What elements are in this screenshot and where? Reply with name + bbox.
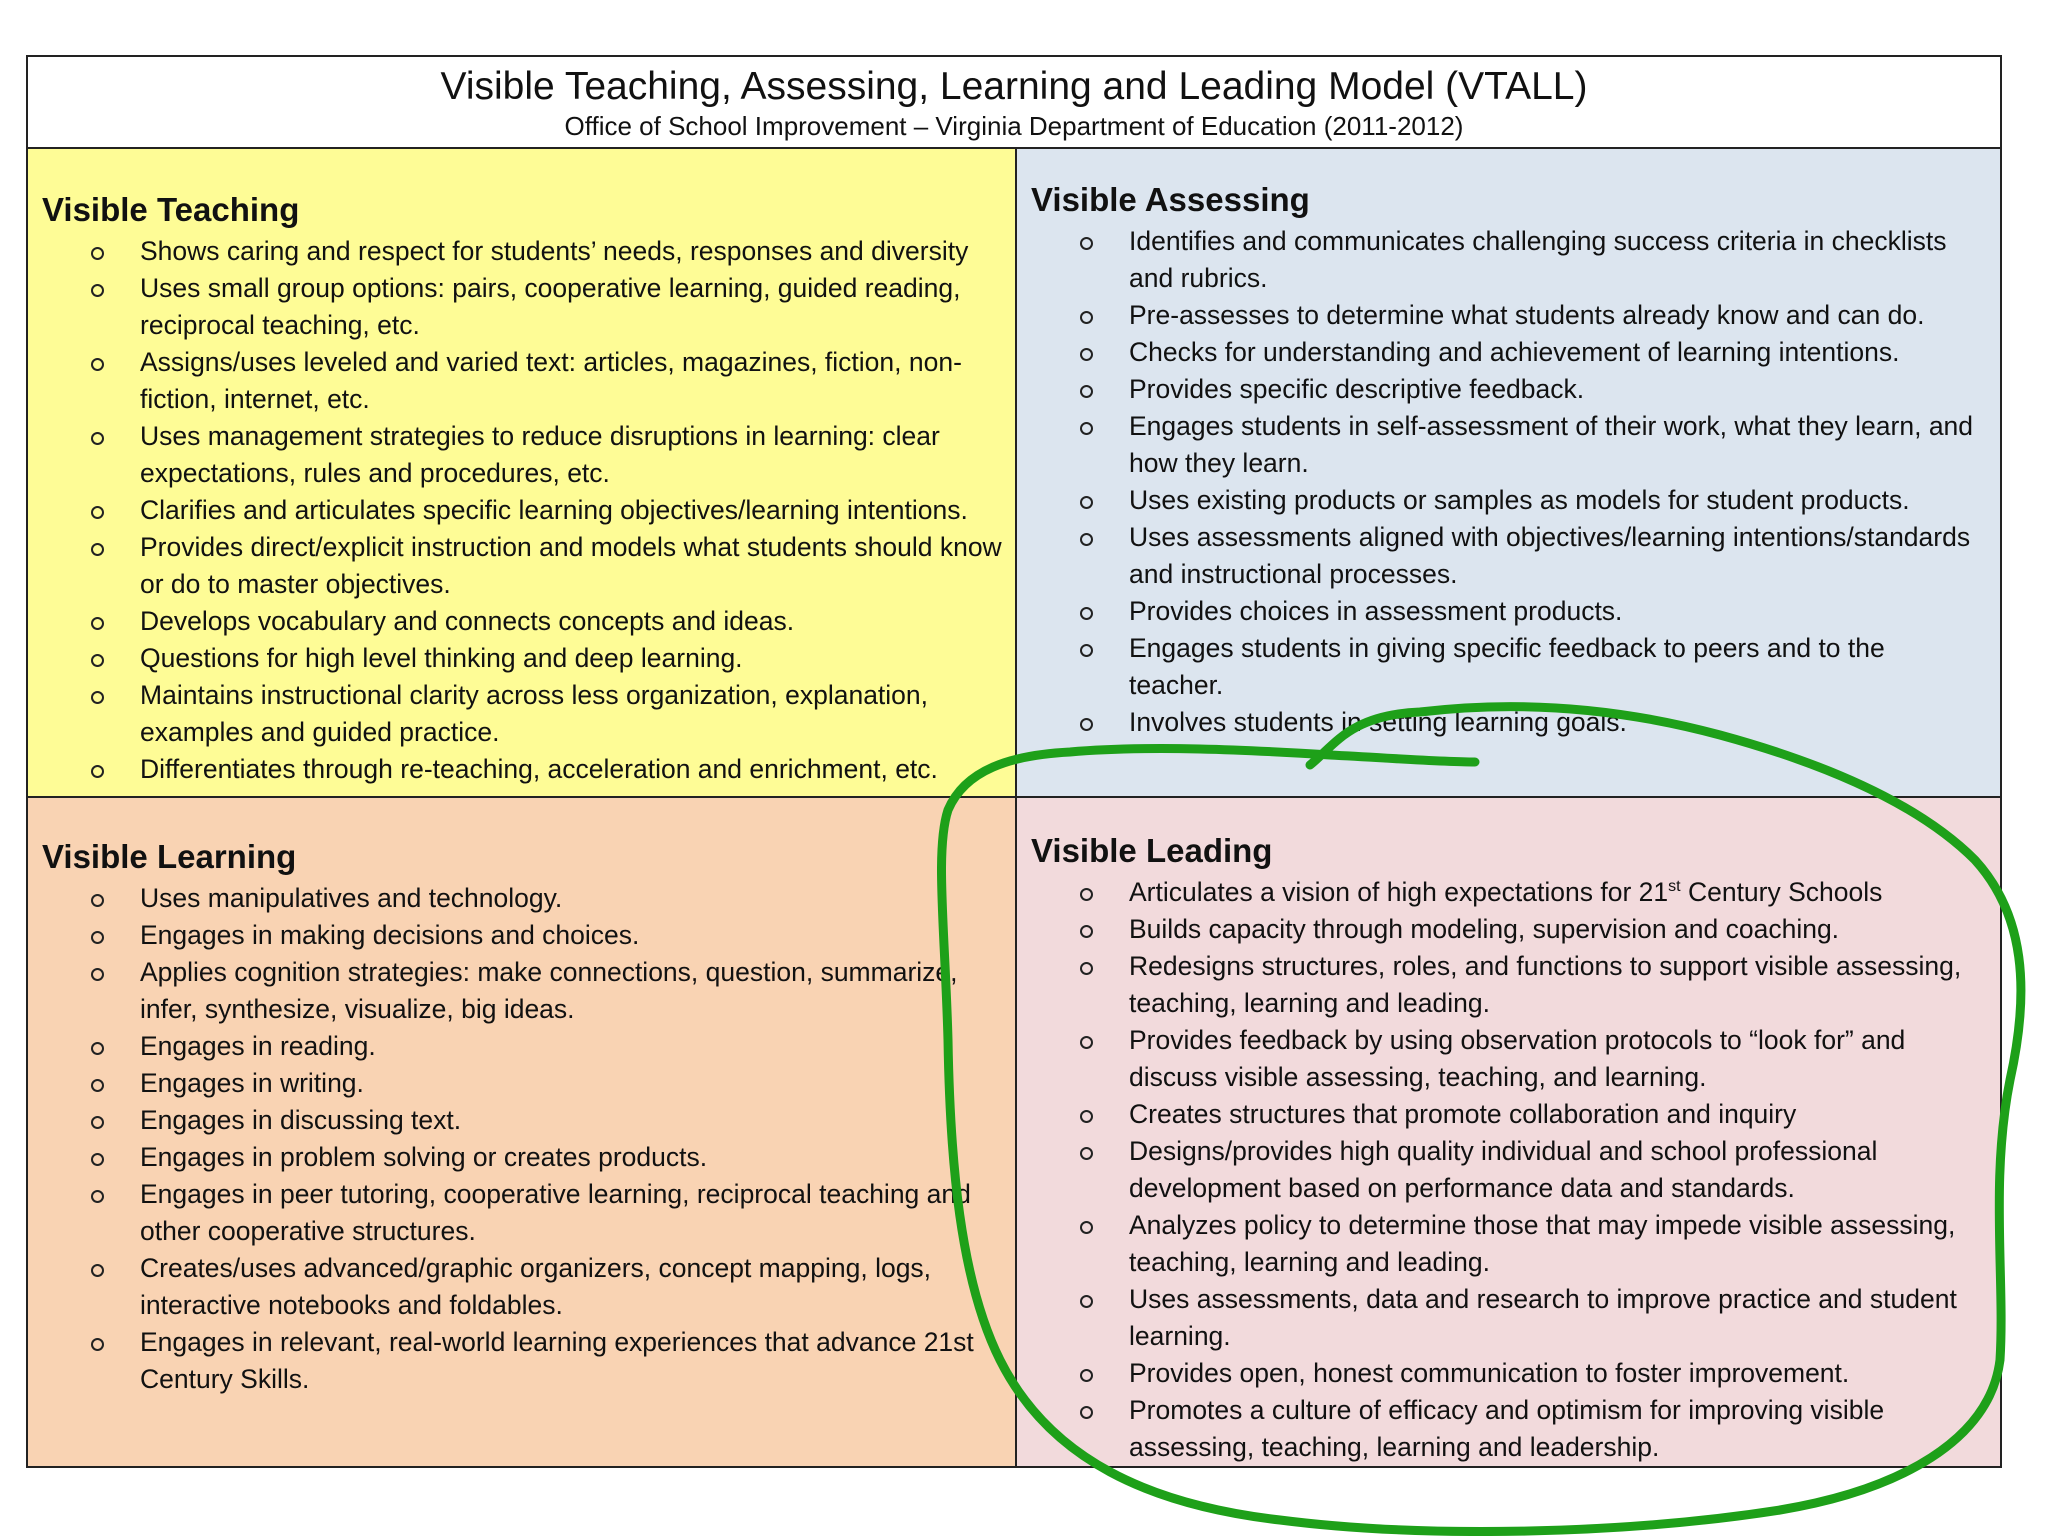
list-item: Assigns/uses leveled and varied text: articles, magazines, fiction, non-fiction, internet, etc. <box>28 344 1015 418</box>
list-item: Differentiates through re-teaching, acceleration and enrichment, etc. <box>28 751 1015 788</box>
list-item: Clarifies and articulates specific learning objectives/learning intentions. <box>28 492 1015 529</box>
bullet-list <box>1017 223 2000 741</box>
visible-learning-quadrant <box>28 798 1017 1466</box>
list-item: Identifies and communicates challenging success criteria in checklists and rubrics. <box>1017 223 2000 297</box>
list-item: Promotes a culture of efficacy and optimism for improving visible assessing, teaching, learning and leadership. <box>1017 1392 2000 1466</box>
bullet-list <box>28 233 1015 788</box>
list-item: Provides specific descriptive feedback. <box>1017 371 2000 408</box>
bullet-list <box>1017 874 2000 1466</box>
visible-leading-quadrant <box>1017 798 2000 1466</box>
quadrant-heading: Visible Assessing <box>1031 181 1310 218</box>
list-item: Designs/provides high quality individual and school professional development based on performance data and standards. <box>1017 1133 2000 1207</box>
list-item: Engages in making decisions and choices. <box>28 917 1015 954</box>
list-item: Shows caring and respect for students’ needs, responses and diversity <box>28 233 1015 270</box>
list-item: Builds capacity through modeling, supervision and coaching. <box>1017 911 2000 948</box>
list-item: Engages in problem solving or creates products. <box>28 1139 1015 1176</box>
list-item: Engages in relevant, real-world learning experiences that advance 21st Century Skills. <box>28 1324 1015 1398</box>
list-item: Uses small group options: pairs, cooperative learning, guided reading, reciprocal teaching, etc. <box>28 270 1015 344</box>
quadrant-heading: Visible Teaching <box>42 191 300 228</box>
list-item: Engages students in giving specific feedback to peers and to the teacher. <box>1017 630 2000 704</box>
list-item: Creates structures that promote collaboration and inquiry <box>1017 1096 2000 1133</box>
vtall-document <box>26 55 2002 1468</box>
list-item: Provides open, honest communication to foster improvement. <box>1017 1355 2000 1392</box>
list-item: Provides direct/explicit instruction and models what students should know or do to master objectives. <box>28 529 1015 603</box>
list-item: Applies cognition strategies: make connections, question, summarize, infer, synthesize, visualize, big ideas. <box>28 954 1015 1028</box>
list-item: Engages in writing. <box>28 1065 1015 1102</box>
bullet-list <box>28 880 1015 1398</box>
list-item: Provides feedback by using observation protocols to “look for” and discuss visible assessing, teaching, and learning. <box>1017 1022 2000 1096</box>
document-subtitle: Office of School Improvement – Virginia Department of Education (2011-2012) <box>564 111 1464 141</box>
list-item: Involves students in setting learning goals. <box>1017 704 2000 741</box>
list-item: Engages in discussing text. <box>28 1102 1015 1139</box>
list-item: Analyzes policy to determine those that may impede visible assessing, teaching, learning and leading. <box>1017 1207 2000 1281</box>
list-item: Develops vocabulary and connects concepts and ideas. <box>28 603 1015 640</box>
list-item: Engages in peer tutoring, cooperative learning, reciprocal teaching and other cooperative structures. <box>28 1176 1015 1250</box>
list-item: Checks for understanding and achievement of learning intentions. <box>1017 334 2000 371</box>
quadrant-heading: Visible Learning <box>42 838 297 875</box>
document-title: Visible Teaching, Assessing, Learning and Leading Model (VTALL) <box>440 65 1588 108</box>
visible-teaching-quadrant <box>28 149 1017 798</box>
list-item: Maintains instructional clarity across less organization, explanation, examples and guided practice. <box>28 677 1015 751</box>
ordinal-suffix: st <box>1668 878 1681 896</box>
list-item: Uses manipulatives and technology. <box>28 880 1015 917</box>
list-item: Engages students in self-assessment of their work, what they learn, and how they learn. <box>1017 408 2000 482</box>
list-item: Engages in reading. <box>28 1028 1015 1065</box>
list-item <box>1017 874 2000 911</box>
list-item: Pre-assesses to determine what students already know and can do. <box>1017 297 2000 334</box>
list-item-text: Century Schools <box>1680 877 1883 907</box>
list-item: Uses assessments, data and research to improve practice and student learning. <box>1017 1281 2000 1355</box>
quadrant-heading: Visible Leading <box>1031 832 1273 869</box>
list-item: Uses management strategies to reduce disruptions in learning: clear expectations, rules and procedures, etc. <box>28 418 1015 492</box>
document-header <box>28 57 2000 149</box>
list-item-text: Articulates a vision of high expectations for 21 <box>1129 877 1669 907</box>
list-item: Redesigns structures, roles, and functions to support visible assessing, teaching, learning and leading. <box>1017 948 2000 1022</box>
list-item: Uses existing products or samples as models for student products. <box>1017 482 2000 519</box>
list-item: Questions for high level thinking and deep learning. <box>28 640 1015 677</box>
list-item: Creates/uses advanced/graphic organizers, concept mapping, logs, interactive notebooks and foldables. <box>28 1250 1015 1324</box>
list-item: Provides choices in assessment products. <box>1017 593 2000 630</box>
list-item: Uses assessments aligned with objectives/learning intentions/standards and instructional processes. <box>1017 519 2000 593</box>
visible-assessing-quadrant <box>1017 149 2000 798</box>
